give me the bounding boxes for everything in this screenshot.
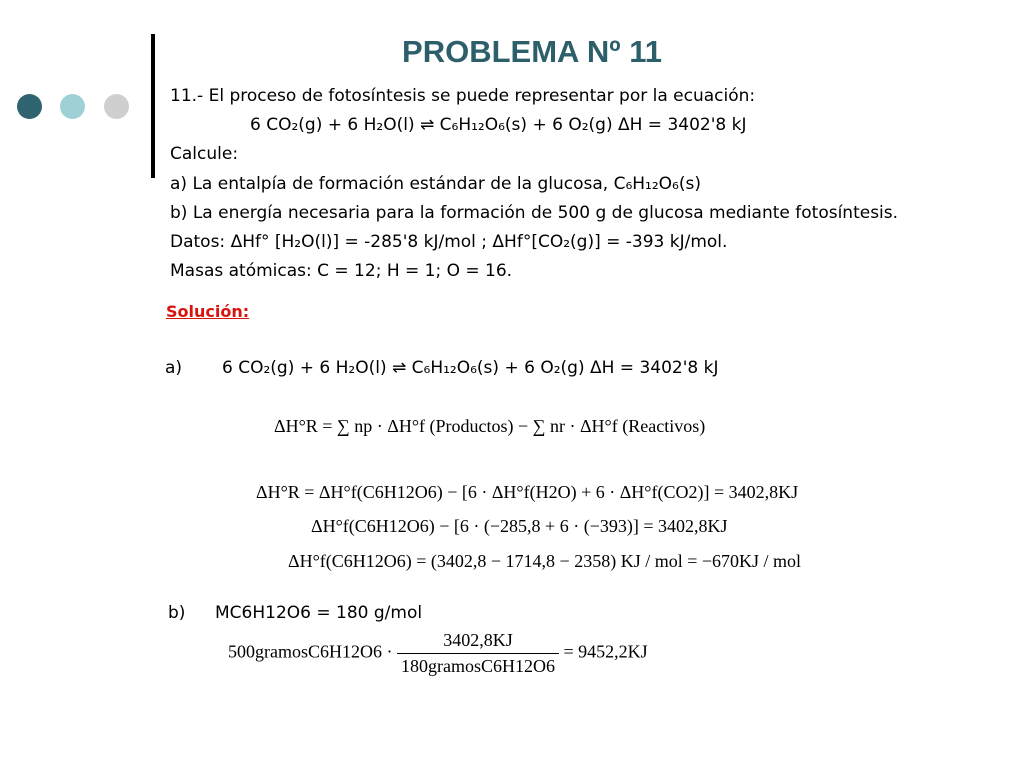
decorative-dot-dark: [17, 94, 42, 119]
solution-b-label: b): [168, 603, 186, 623]
page-title: PROBLEMA Nº 11: [402, 34, 662, 69]
statement-part-b: b) La energía necesaria para la formación de 500 g de glucosa mediante fotosíntesis.: [170, 203, 899, 223]
statement-datos: Datos: ΔHf° [H₂O(l)] = -285'8 kJ/mol ; ΔHf°[CO₂(g)] = -393 kJ/mol.: [170, 232, 728, 252]
calc-left: 500gramosC6H12O6 ·: [228, 641, 393, 662]
solution-a-label: a): [165, 358, 183, 378]
calc-denominator: 180gramosC6H12O6: [401, 656, 555, 676]
calc-fraction: [397, 630, 559, 677]
statement-intro: 11.- El proceso de fotosíntesis se puede representar por la ecuación:: [170, 86, 756, 106]
decorative-dot-light: [60, 94, 85, 119]
statement-masas: Masas atómicas: C = 12; H = 1; O = 16.: [170, 261, 513, 281]
molar-mass: MC6H12O6 = 180 g/mol: [215, 603, 423, 623]
formula-step-1: ΔH°R = ΔH°f(C6H12O6) − [6 · ΔH°f(H2O) + 6 · ΔH°f(CO2)] = 3402,8KJ: [256, 482, 799, 502]
statement-equation: 6 CO₂(g) + 6 H₂O(l) ⇌ C₆H₁₂O₆(s) + 6 O₂(g) ΔH = 3402'8 kJ: [250, 115, 747, 135]
formula-b-calc: [228, 630, 648, 677]
vertical-divider: [151, 34, 155, 178]
formula-general: ΔH°R = ∑ np · ΔH°f (Productos) − ∑ nr · ΔH°f (Reactivos): [274, 416, 706, 436]
statement-calcule: Calcule:: [170, 144, 239, 164]
formula-step-3: ΔH°f(C6H12O6) = (3402,8 − 1714,8 − 2358) KJ / mol = −670KJ / mol: [288, 551, 802, 571]
solution-label: Solución:: [166, 302, 250, 321]
formula-step-2: ΔH°f(C6H12O6) − [6 · (−285,8 + 6 · (−393)] = 3402,8KJ: [311, 516, 728, 536]
statement-part-a: a) La entalpía de formación estándar de la glucosa, C₆H₁₂O₆(s): [170, 174, 701, 194]
decorative-dot-grey: [104, 94, 129, 119]
solution-a-equation: 6 CO₂(g) + 6 H₂O(l) ⇌ C₆H₁₂O₆(s) + 6 O₂(g) ΔH = 3402'8 kJ: [222, 358, 719, 378]
calc-numerator: 3402,8KJ: [397, 630, 559, 654]
calc-result: = 9452,2KJ: [563, 641, 648, 662]
